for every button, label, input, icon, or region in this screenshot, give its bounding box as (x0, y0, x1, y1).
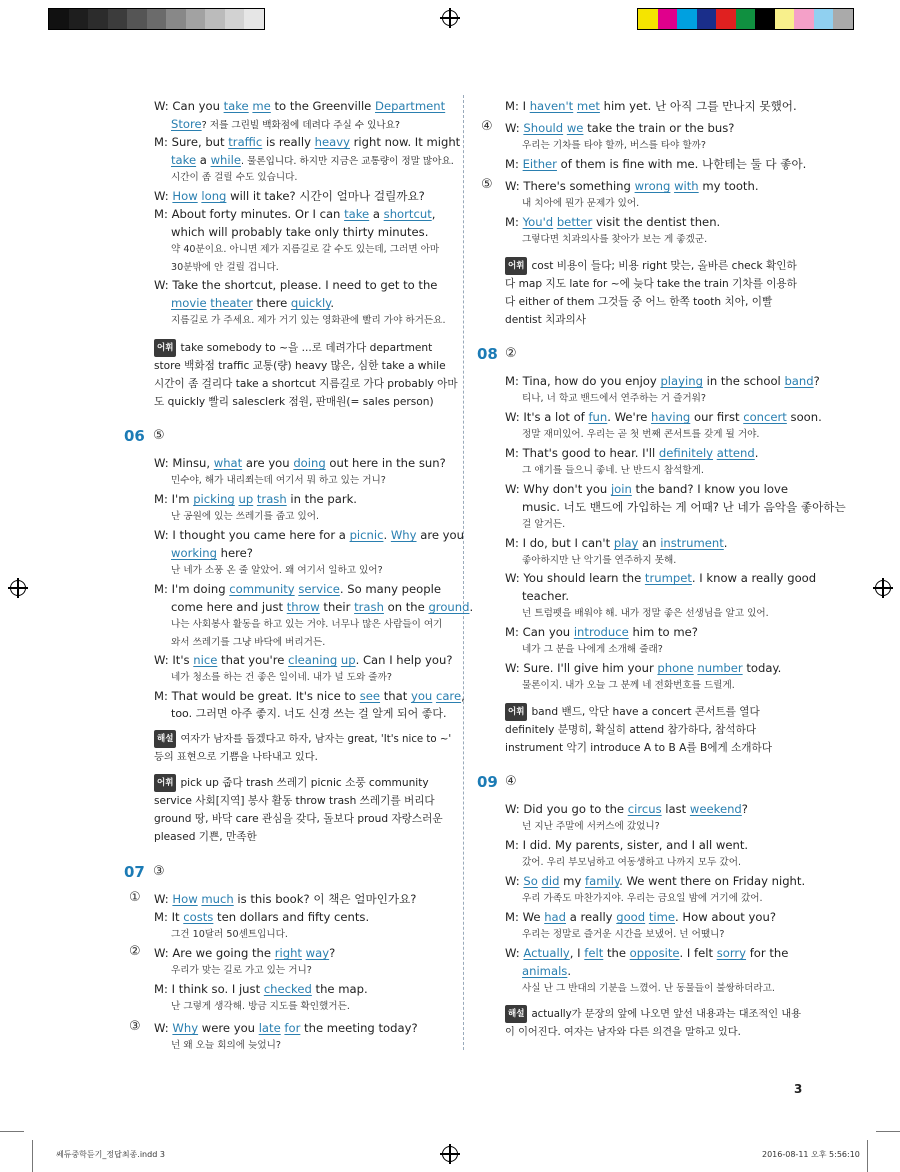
dialogue-line: M: It costs ten dollars and fifty cents. (154, 910, 370, 924)
dialogue-line: W: There's something wrong with my tooth. (505, 179, 759, 193)
choice-number: ① (129, 890, 141, 905)
vocab-box: 어휘 take somebody to ~을 ...로 데려가다 department store 백화점 traffic 교통(량) heavy 많은, 심한 take a while 시간이 좀 걸리다 take a shortcut 지름길로 가다 probably 아마도 quickly 빨리 salesclerk 점원, 판매원(= sales person) (154, 339, 459, 411)
dialogue-line: working here? (171, 546, 253, 560)
question-number: 09 (477, 773, 498, 791)
dialogue-line: M: I haven't met him yet. 난 아직 그를 만나지 못했어. (505, 99, 797, 113)
translation: 우리는 기차를 타야 할까, 버스를 타야 할까? (522, 140, 706, 151)
dialogue-line: too. 그러면 아주 좋지. 너도 신경 쓰는 걸 알게 되어 좋다. (171, 707, 447, 720)
question-answer: ④ (505, 774, 517, 789)
translation: 지름길로 가 주세요. 제가 거기 있는 영화관에 빨리 가야 하거든요. (171, 315, 446, 326)
dialogue-line: W: Take the shortcut, please. I need to get to the (154, 278, 438, 292)
question-number: 06 (124, 427, 145, 445)
translation: 약 40분이요. 아니면 제가 지름길로 갈 수도 있는데, 그러면 아마 (171, 244, 440, 255)
dialogue-line: W: Why don't you join the band? I know you love (505, 482, 788, 496)
translation: 갔어. 우리 부모님하고 여동생하고 나까지 모두 갔어. (522, 857, 742, 868)
question-answer: ③ (153, 864, 165, 879)
dialogue-line: W: Did you go to the circus last weekend? (505, 802, 748, 816)
dialogue-line: come here and just throw their trash on the ground. (171, 600, 474, 614)
choice-number: ② (129, 944, 141, 959)
translation: 30분밖에 안 걸릴 겁니다. (171, 262, 279, 273)
dialogue-line: M: That would be great. It's nice to see that you care, (154, 689, 465, 703)
dialogue-line: W: I thought you came here for a picnic. Why are you (154, 528, 464, 542)
dialogue-line: Store? 저를 그린빌 백화점에 데려다 주실 수 있나요? (171, 117, 401, 131)
dialogue-line: W: How much is this book? 이 책은 얼마인가요? (154, 892, 417, 906)
translation: 시간이 좀 걸릴 수도 있습니다. (171, 172, 298, 183)
translation: 우리 가족도 마찬가지야. 우리는 금요일 밤에 거기에 갔어. (522, 893, 763, 904)
dialogue-line: M: That's good to hear. I'll definitely attend. (505, 446, 759, 460)
explanation-box: 해설 actually가 문장의 앞에 나오면 앞선 내용과는 대조적인 내용이 이어진다. 여자는 남자와 다른 의견을 말하고 있다. (505, 1005, 805, 1042)
dialogue-line: M: Tina, how do you enjoy playing in the school band? (505, 374, 820, 388)
dialogue-line: W: Actually, I felt the opposite. I felt sorry for the (505, 946, 789, 960)
vocab-box: 어휘 cost 비용이 들다; 비용 right 맞는, 올바른 check 확인하다 map 지도 late for ~에 늦다 take the train 기차를 이용하다 either of them 그것들 중 어느 한쪽 tooth 치아, 이빨 dentist 치과의사 (505, 257, 803, 329)
dialogue-line: W: Minsu, what are you doing out here in the sun? (154, 456, 446, 470)
registration-mark-left (10, 580, 26, 596)
trim-mark (867, 1140, 868, 1172)
dialogue-line: M: I'm picking up trash in the park. (154, 492, 357, 506)
translation: 좋아하지만 난 악기를 연주하지 못해. (522, 555, 677, 566)
registration-mark-top (442, 10, 458, 26)
dialogue-line: M: Can you introduce him to me? (505, 625, 698, 639)
dialogue-line: take a while. 물론입니다. 하지만 지금은 교통량이 정말 많아요. (171, 153, 454, 167)
dialogue-line: M: I'm doing community service. So many people (154, 582, 441, 596)
question-answer: ② (505, 346, 517, 361)
dialogue-line: W: Should we take the train or the bus? (505, 121, 735, 135)
choice-number: ③ (129, 1019, 141, 1034)
dialogue-line: M: I think so. I just checked the map. (154, 982, 368, 996)
translation: 정말 재미있어. 우리는 곧 첫 번째 콘서트를 갖게 될 거야. (522, 429, 760, 440)
translation: 네가 청소를 하는 건 좋은 일이네. 내가 널 도와 줄까? (171, 672, 392, 683)
translation: 내 치아에 뭔가 문제가 있어. (522, 198, 640, 209)
question-number: 08 (477, 345, 498, 363)
color-bar (637, 8, 854, 30)
explanation-box: 해설 여자가 남자를 돕겠다고 하자, 남자는 great, 'It's nice to ~' 등의 표현으로 기쁨을 나타내고 있다. (154, 730, 459, 767)
translation: 나는 사회봉사 활동을 하고 있는 거야. 너무나 많은 사람들이 여기 (171, 619, 443, 630)
dialogue-line: movie theater there quickly. (171, 296, 335, 310)
translation: 그건 10달러 50센트입니다. (171, 929, 288, 940)
vocab-tag: 어휘 (505, 257, 527, 275)
grayscale-bar (48, 8, 265, 30)
dialogue-line: M: I did. My parents, sister, and I all went. (505, 838, 749, 852)
translation: 티나, 너 학교 밴드에서 연주하는 거 즐거워? (522, 393, 706, 404)
dialogue-line: teacher. (522, 589, 570, 603)
translation: 걸 알거든. (522, 519, 566, 530)
dialogue-line: M: You'd better visit the dentist then. (505, 215, 721, 229)
translation: 난 공원에 있는 쓰레기를 줍고 있어. (171, 511, 320, 522)
dialogue-line: which will probably take only thirty minutes. (171, 225, 429, 239)
translation: 우리는 정말로 즐거운 시간을 보냈어. 넌 어땠니? (522, 929, 725, 940)
vocab-box: 어휘 band 밴드, 악단 have a concert 콘서트를 열다 definitely 분명히, 확실히 attend 참가하다, 참석하다 instrument 악기 introduce A to B A를 B에게 소개하다 (505, 703, 803, 757)
explanation-tag: 해설 (154, 730, 176, 748)
dialogue-line: W: It's nice that you're cleaning up. Can I help you? (154, 653, 453, 667)
dialogue-line: W: How long will it take? 시간이 얼마나 걸릴까요? (154, 189, 425, 203)
dialogue-line: W: It's a lot of fun. We're having our first concert soon. (505, 410, 822, 424)
dialogue-line: W: So did my family. We went there on Friday night. (505, 874, 806, 888)
translation: 넌 왜 오늘 회의에 늦었니? (171, 1040, 281, 1051)
dialogue-line: W: You should learn the trumpet. I know a really good (505, 571, 817, 585)
dialogue-line: W: Why were you late for the meeting today? (154, 1021, 418, 1035)
translation: 그렇다면 치과의사를 찾아가 보는 게 좋겠군. (522, 234, 708, 245)
trim-mark (0, 1131, 24, 1132)
translation: 와서 쓰레기를 그냥 바닥에 버리거든. (171, 637, 326, 648)
page-number: 3 (794, 1082, 803, 1096)
vocab-box: 어휘 pick up 줍다 trash 쓰레기 picnic 소풍 community service 사회[지역] 봉사 활동 throw trash 쓰레기를 버리다 ground 땅, 바닥 care 관심을 갖다, 돌보다 proud 자랑스러운 pleased 기쁜, 만족한 (154, 774, 459, 846)
footer-filename: 쎄듀중학듣기_정답최종.indd 3 (56, 1150, 165, 1159)
dialogue-line: W: Are we going the right way? (154, 946, 336, 960)
vocab-tag: 어휘 (505, 703, 527, 721)
dialogue-line: M: Either of them is fine with me. 나한테는 둘 다 좋아. (505, 157, 807, 171)
registration-mark-bottom (442, 1146, 458, 1162)
trim-mark (32, 1140, 33, 1172)
trim-mark (876, 1131, 900, 1132)
explanation-tag: 해설 (505, 1005, 527, 1023)
dialogue-line: music. 너도 밴드에 가입하는 게 어때? 난 네가 음악을 좋아하는 (522, 500, 846, 514)
translation: 난 그렇게 생각해. 방금 지도를 확인했거든. (171, 1001, 350, 1012)
vocab-tag: 어휘 (154, 774, 176, 792)
translation: 그 얘기를 들으니 좋네. 난 반드시 참석할게. (522, 465, 704, 476)
dialogue-line: M: We had a really good time. How about you? (505, 910, 776, 924)
translation: 사실 난 그 반대의 기분을 느꼈어. 난 동물들이 불쌍하더라고. (522, 983, 775, 994)
dialogue-line: M: About forty minutes. Or I can take a shortcut, (154, 207, 436, 221)
dialogue-line: animals. (522, 964, 572, 978)
translation: 넌 지난 주말에 서커스에 갔었니? (522, 821, 660, 832)
translation: 넌 트럼펫을 배워야 해. 내가 정말 좋은 선생님을 알고 있어. (522, 608, 769, 619)
choice-number: ⑤ (481, 177, 493, 192)
translation: 민수야, 해가 내리쬐는데 여기서 뭐 하고 있는 거니? (171, 475, 386, 486)
translation: 우리가 맞는 길로 가고 있는 거니? (171, 965, 312, 976)
dialogue-line: W: Sure. I'll give him your phone number today. (505, 661, 782, 675)
registration-mark-right (875, 580, 891, 596)
translation: 물론이지. 내가 오늘 그 분께 네 전화번호를 드릴게. (522, 680, 735, 691)
choice-number: ④ (481, 119, 493, 134)
column-divider (463, 95, 464, 1050)
translation: 난 네가 소풍 온 줄 알았어. 왜 여기서 일하고 있어? (171, 565, 383, 576)
dialogue-line: M: Sure, but traffic is really heavy right now. It might (154, 135, 461, 149)
footer-datetime: 2016-08-11 오후 5:56:10 (762, 1150, 860, 1159)
dialogue-line: M: I do, but I can't play an instrument. (505, 536, 728, 550)
dialogue-line: W: Can you take me to the Greenville Department (154, 99, 446, 113)
vocab-tag: 어휘 (154, 339, 176, 357)
question-number: 07 (124, 863, 145, 881)
question-answer: ⑤ (153, 428, 165, 443)
translation: 네가 그 분을 나에게 소개해 줄래? (522, 644, 663, 655)
